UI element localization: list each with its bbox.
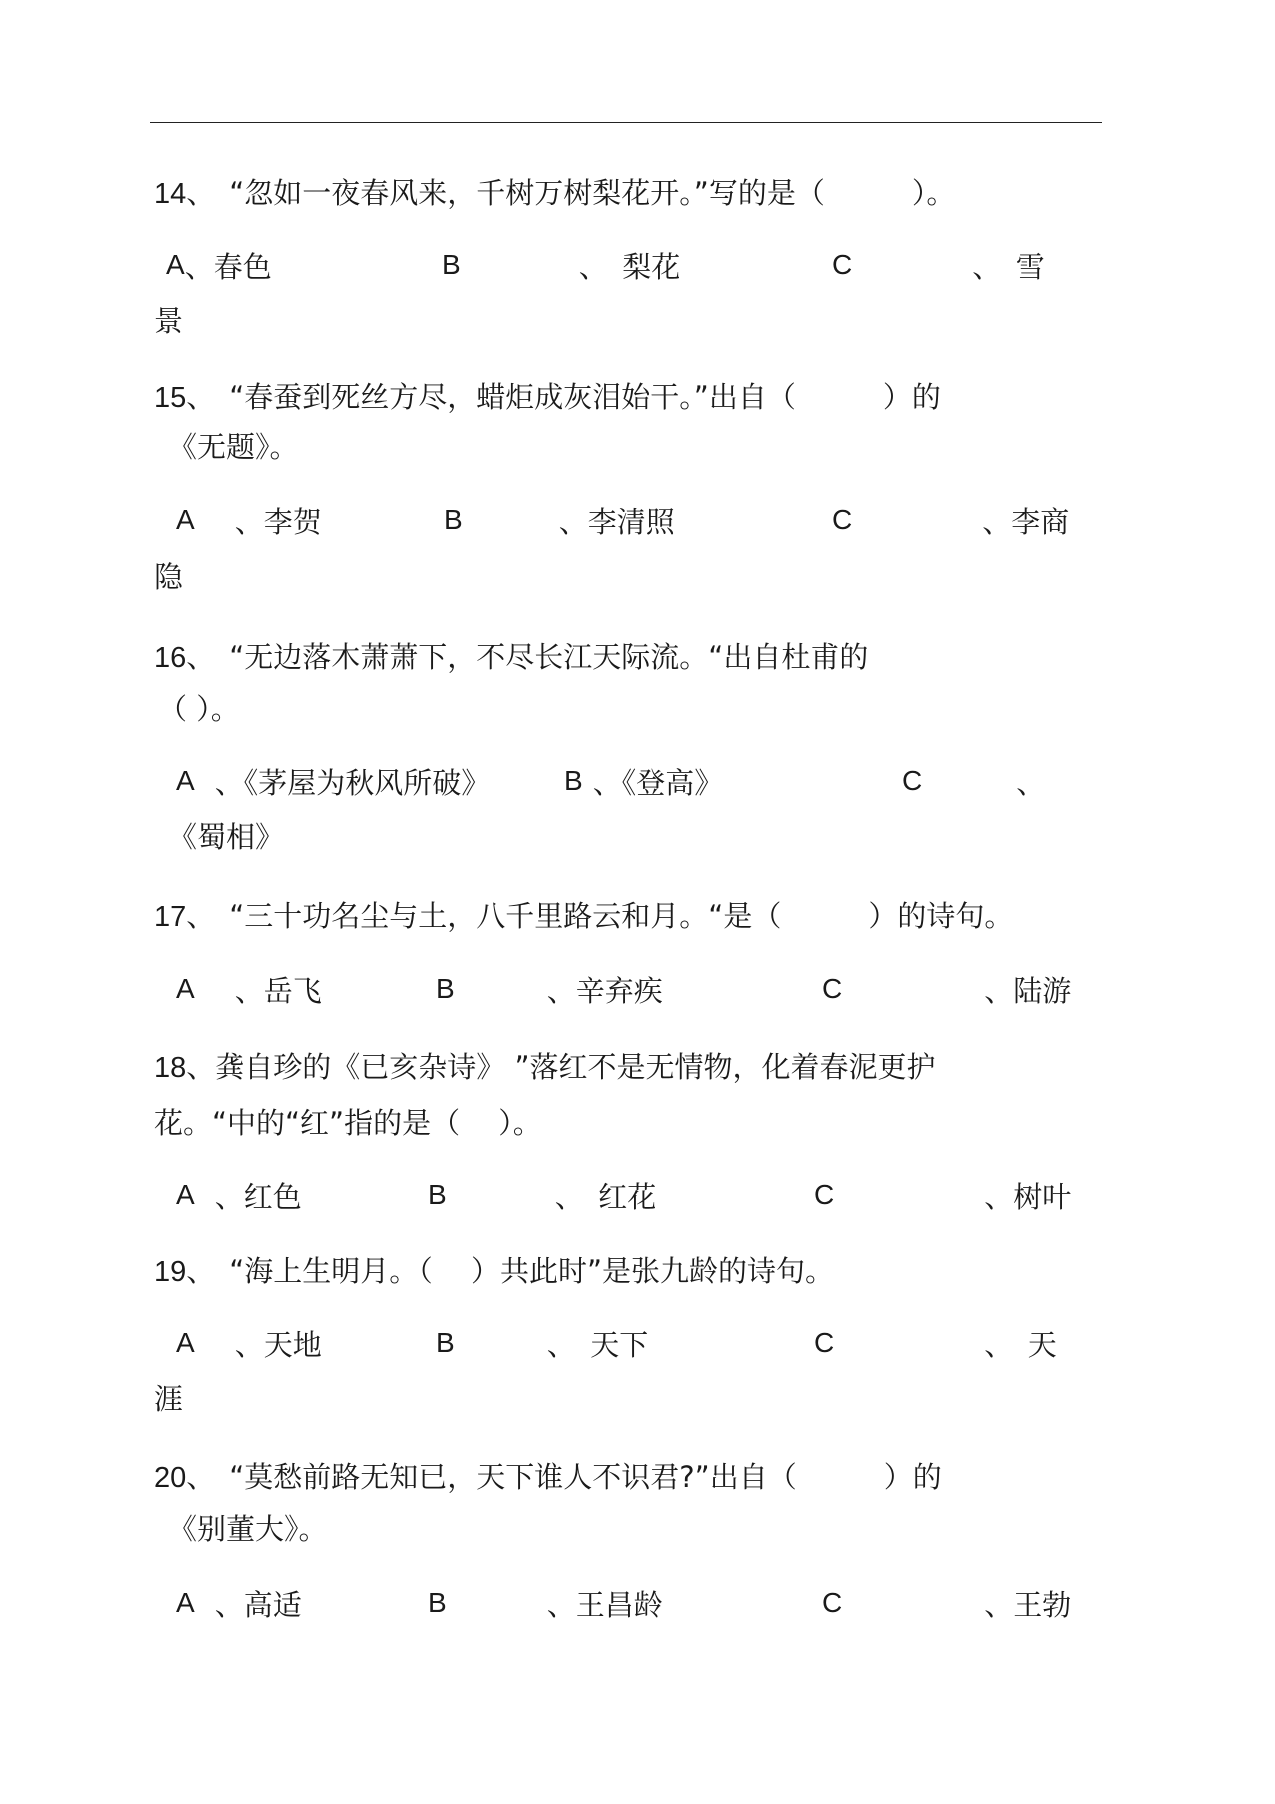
question-18 [154, 1040, 1104, 1095]
option-b: B 、 天下 [436, 1327, 649, 1362]
option-wrap: 景 [154, 304, 184, 338]
option-b: B 、 红花 [428, 1179, 657, 1214]
option-b: B 、李清照 [444, 504, 675, 539]
question-15 [154, 370, 1104, 425]
option-b: B 、 梨花 [442, 249, 681, 284]
question-number: 17、 [154, 901, 216, 933]
option-a: A、春色 [166, 249, 272, 284]
option-c: C 、王勃 [822, 1587, 1072, 1622]
option-c: C 、李商 [832, 504, 1070, 539]
question-text: “春蚕到死丝方尽，蜡炬成灰泪始干。”出自（ ）的 [229, 380, 941, 414]
option-a: A 、岳飞 [176, 973, 322, 1008]
question-19 [154, 1244, 1104, 1299]
question-20 [154, 1450, 1104, 1505]
option-b: B 、王昌龄 [428, 1587, 663, 1622]
option-wrap: 《蜀相》 [168, 820, 285, 854]
option-b: B 、《登高》 [564, 765, 724, 800]
question-14 [154, 166, 1104, 221]
option-c: C 、 天 [814, 1327, 1057, 1362]
option-c: C 、 [902, 765, 1046, 800]
option-c: C 、 雪 [832, 249, 1045, 284]
question-number: 14、 [154, 178, 216, 210]
option-a: A 、《茅屋为秋风所破》 [176, 765, 491, 800]
header-rule [150, 122, 1102, 123]
option-a: A 、红色 [176, 1179, 302, 1214]
question-text-cont: 《无题》。 [168, 430, 299, 464]
question-text: “三十功名尘与土，八千里路云和月。“是（ ）的诗句。 [229, 899, 1014, 933]
option-a: A 、高适 [176, 1587, 302, 1622]
question-16 [154, 630, 1104, 685]
question-text: 龚自珍的《已亥杂诗》 ”落红不是无情物，化着春泥更护 [215, 1050, 936, 1084]
option-a: A 、李贺 [176, 504, 322, 539]
question-number: 18、 [154, 1052, 216, 1084]
question-text: “莫愁前路无知已，天下谁人不识君?”出自（ ）的 [229, 1460, 942, 1494]
question-text-cont: （ ）。 [158, 692, 240, 726]
question-text: “忽如一夜春风来，千树万树梨花开。”写的是（ ）。 [229, 176, 956, 210]
question-text-cont: 《别董大》。 [168, 1512, 328, 1546]
question-text: “无边落木萧萧下，不尽长江天际流。“出自杜甫的 [229, 640, 869, 674]
question-number: 20、 [154, 1462, 216, 1494]
question-number: 16、 [154, 642, 216, 674]
question-text: “海上生明月。（ ）共此时”是张九龄的诗句。 [229, 1254, 835, 1288]
option-a: A 、天地 [176, 1327, 322, 1362]
question-number: 19、 [154, 1256, 216, 1288]
option-b: B 、辛弃疾 [436, 973, 663, 1008]
question-text-cont: 花。“中的“红”指的是（ ）。 [154, 1106, 542, 1140]
question-number: 15、 [154, 382, 216, 414]
option-wrap: 涯 [154, 1382, 184, 1416]
question-17 [154, 889, 1104, 944]
option-c: C 、陆游 [822, 973, 1072, 1008]
option-wrap: 隐 [154, 560, 184, 594]
option-c: C 、树叶 [814, 1179, 1072, 1214]
